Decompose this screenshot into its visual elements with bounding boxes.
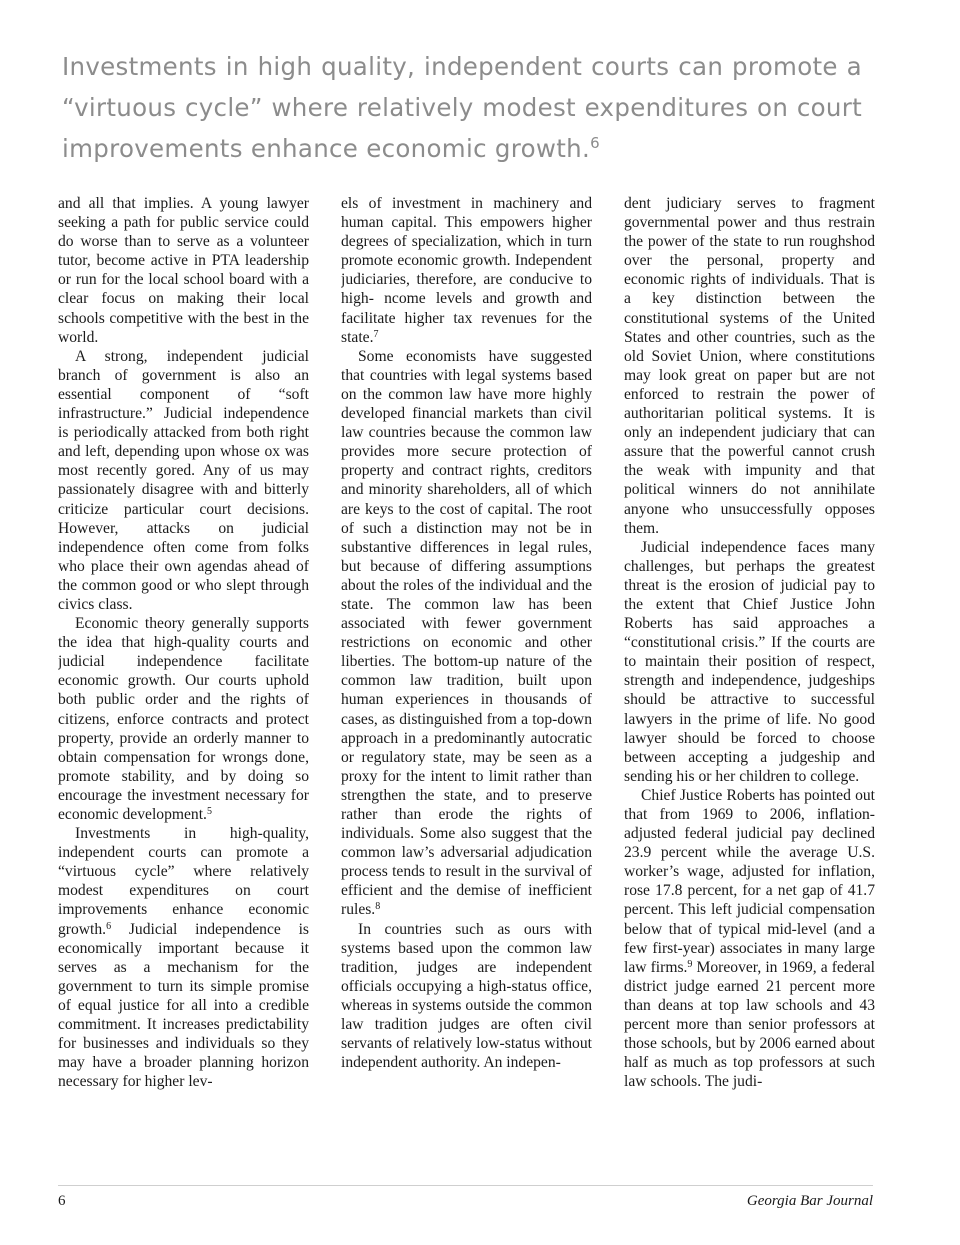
paragraph: Judicial independence faces many challenges, but perhaps the greatest threat is the erosion of judicial pay to the extent that Chief Justice John Roberts has said approaches a “constitutional crisis.” If the courts are to maintain their position of respect, strength and independence, judgeships should be attractive to successful lawyers in the prime of life. No good lawyer should be forced to choose between accepting a judgeship and sending his or her children to college.	[624, 538, 875, 785]
column-3	[624, 194, 875, 1176]
footnote-ref: 5	[206, 806, 212, 817]
column-1	[58, 194, 309, 1176]
paragraph	[341, 347, 592, 920]
paragraph-text: Moreover, in 1969, a federal district judge earned 21 percent more than deans at top law schools and 43 percent more than senior professors at those schools, but by 2006 earned about half as much as top professors at such law schools. The judi-	[624, 958, 875, 1091]
footnote-ref: 9	[687, 958, 693, 970]
page-number: 6	[58, 1193, 66, 1209]
paragraph	[624, 786, 875, 1092]
pull-quote-text: Investments in high quality, independent courts can promote a “virtuous cycle” where relatively modest expenditures on court improvements enhance economic growth.	[62, 52, 862, 163]
paragraph	[341, 194, 592, 347]
column-2	[341, 194, 592, 1176]
article-columns	[58, 194, 873, 1176]
journal-name: Georgia Bar Journal	[746, 1193, 873, 1209]
paragraph: dent judiciary serves to fragment governmental power and thus restrain the power of the state to run roughshod over the personal, property and economic rights of individuals. That is a key distinction between the constitutional systems of the United States and other countries, such as the old Soviet Union, where constitutions may look great on paper but are not enforced to restrain the power of authoritarian political systems. It is only an independent judiciary that can assure that the powerful cannot crush the weak with impunity and that political winners do not annihilate anyone who unsuccessfully opposes them.	[624, 195, 875, 537]
pull-quote	[62, 46, 862, 169]
footnote-ref: 6	[106, 920, 112, 932]
paragraph	[58, 824, 309, 1091]
paragraph: A strong, independent judicial branch of government is also an essential component of “soft infrastructure.” Judicial independence is periodically attacked from both right and left, depending upon whose ox was most recently gored. Any of us may passionately disagree with and bitterly criticize particular court decisions. However, attacks on judicial independence often come from folks who place their own agendas ahead of the common good or who slept through civics class.	[58, 347, 309, 613]
paragraph: and all that implies. A young lawyer seeking a path for public service could do worse than to serve as a volunteer tutor, become active in PTA leadership or run for the local school board with a clear focus on making their local schools competitive with the best in the world.	[58, 195, 309, 346]
pull-quote-footnote-ref: 6	[590, 134, 600, 152]
paragraph-text: Chief Justice Roberts has pointed out that from 1969 to 2006, inflation-adjusted federal judicial pay declined 23.9 percent while the average U.S. worker’s wage, adjusted for inflation, rose 17.8 percent, for a net gap of 41.7 percent. This left judicial compensation below that of typical mid-level (and a few first-year) associates in many large law firms.	[624, 786, 875, 976]
footer-rule	[58, 1185, 873, 1186]
paragraph: In countries such as ours with systems based upon the common law tradition, judges are independent officials occupying a high-status office, whereas in systems outside the common law tradition judges are often civil servants of relatively low-status without independent authority. An indepen-	[341, 920, 592, 1072]
paragraph-text: Judicial independence is economically important because it serves as a mechanism for the government to turn its simple promise of equal justice for all into a credible commitment. It increases predictability for businesses and individuals so they may have a broader planning horizon necessary for higher lev-	[58, 920, 309, 1091]
paragraph-text: Investments in high-quality, independent courts can promote a “virtuous cycle” where relatively modest expenditures on court improvements enhance economic growth.	[58, 825, 309, 938]
paragraph-text: Some economists have suggested that countries with legal systems based on the common law have more highly developed financial markets than civil law countries because the common law provides more secure protection of property and contract rights, creditors and minority shareholders, all of which are keys to the cost of capital. The root of such a distinction may not be in substantive differences in legal rules, but because of differing assumptions about the roles of the individual and the state. The common law has been associated with fewer government restrictions on economic and other liberties. The bottom-up nature of the common law tradition, built upon human experiences in thousands of cases, as distinguished from a top-down approach in a predominantly autocratic or regulatory state, may be seen as a proxy for the intent to limit rather than strengthen the state, and to preserve rather than erode the rights of individuals. Some also suggest that the common law’s adversarial adjudication process tends to result in the survival of efficient and the demise of inefficient rules.	[341, 347, 592, 919]
footnote-ref: 7	[373, 328, 379, 340]
paragraph	[58, 614, 309, 824]
paragraph-text: els of investment in machinery and human capital. This empowers higher degrees of specialization, which in turn promote economic growth. Independent judiciaries, therefore, are conducive to high- ncome levels and growth and facilitate higher tax revenues for the state.	[341, 195, 592, 346]
paragraph-text: Economic theory generally supports the idea that high-quality courts and judicial independence facilitate economic growth. Our courts uphold both public order and the rights of citizens, enforce contracts and protect property, provide an orderly manner to obtain compensation for wrongs done, promote stability, and by doing so encourage the investment necessary for economic development.	[58, 615, 309, 823]
footnote-ref: 8	[375, 901, 381, 913]
